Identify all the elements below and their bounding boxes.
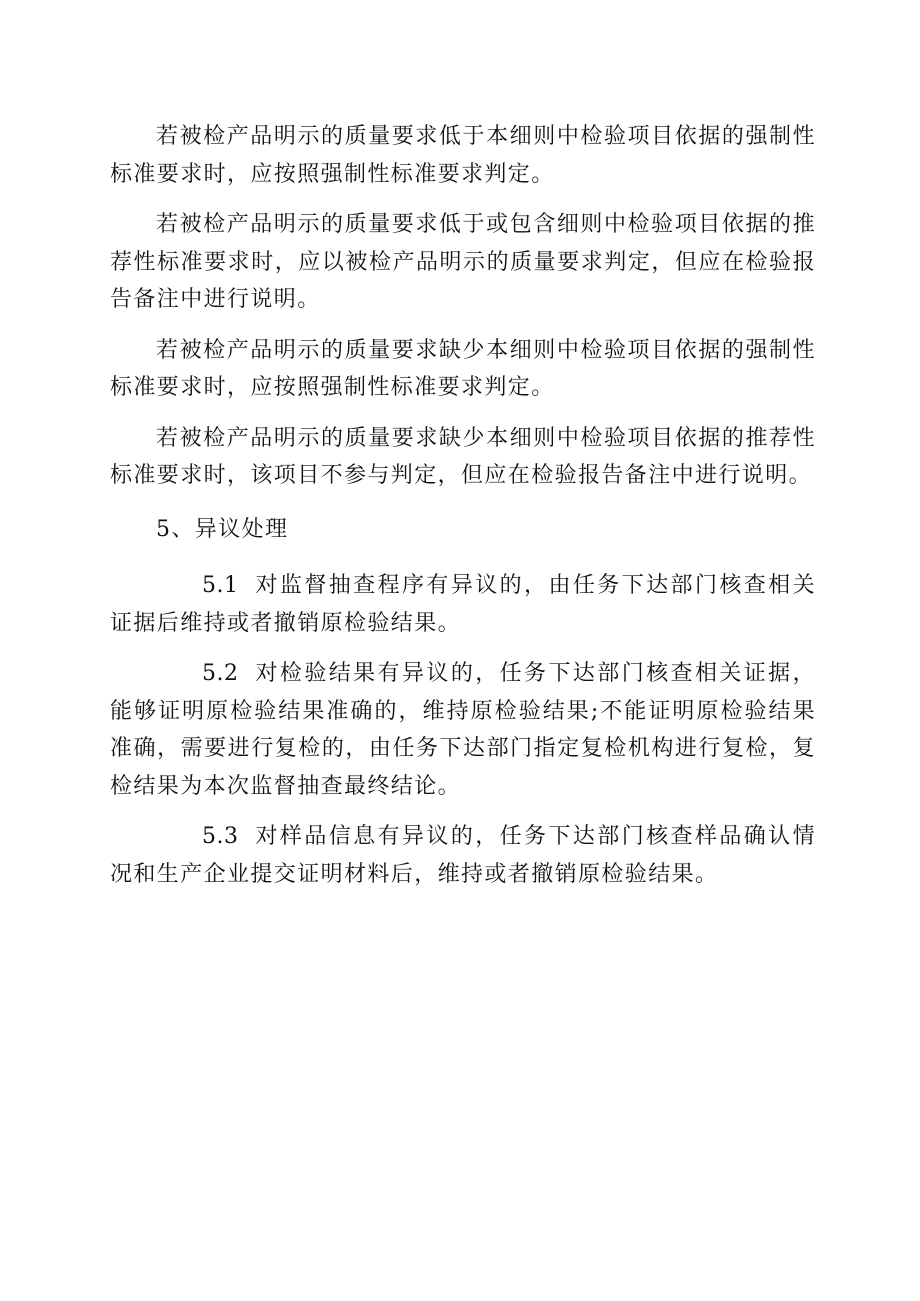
- clause-5-3: [110, 818, 816, 893]
- paragraph-mandatory-missing: 若被检产品明示的质量要求缺少本细则中检验项目依据的强制性标准要求时，应按照强制性标准要求判定。: [110, 337, 816, 400]
- clause-text: 对检验结果有异议的，任务下达部门核查相关证据，能够证明原检验结果准确的，维持原检验结果;不能证明原检验结果准确，需要进行复检的，由任务下达部门指定复检机构进行复检，复检结果为本次监督抽查最终结论。: [110, 661, 816, 799]
- clause-text: 对监督抽查程序有异议的，由任务下达部门核查相关证据后维持或者撤销原检验结果。: [110, 573, 816, 636]
- clause-5-1: [110, 567, 816, 642]
- clause-number: 5.3: [202, 824, 239, 849]
- clause-number: 5.2: [202, 661, 239, 686]
- paragraph-recommended-lower: 若被检产品明示的质量要求低于或包含细则中检验项目依据的推荐性标准要求时，应以被检产品明示的质量要求判定，但应在检验报告备注中进行说明。: [110, 212, 816, 312]
- paragraph-recommended-missing: 若被检产品明示的质量要求缺少本细则中检验项目依据的推荐性标准要求时，该项目不参与判定，但应在检验报告备注中进行说明。: [110, 425, 816, 488]
- paragraph-mandatory-lower: 若被检产品明示的质量要求低于本细则中检验项目依据的强制性标准要求时，应按照强制性标准要求判定。: [110, 124, 816, 187]
- document-body: [110, 118, 816, 893]
- clause-5-2: [110, 655, 816, 805]
- clause-text: 对样品信息有异议的，任务下达部门核查样品确认情况和生产企业提交证明材料后，维持或者撤销原检验结果。: [110, 824, 816, 887]
- clause-number: 5.1: [202, 573, 239, 598]
- section-heading-objection-handling: 5、异议处理: [156, 516, 289, 542]
